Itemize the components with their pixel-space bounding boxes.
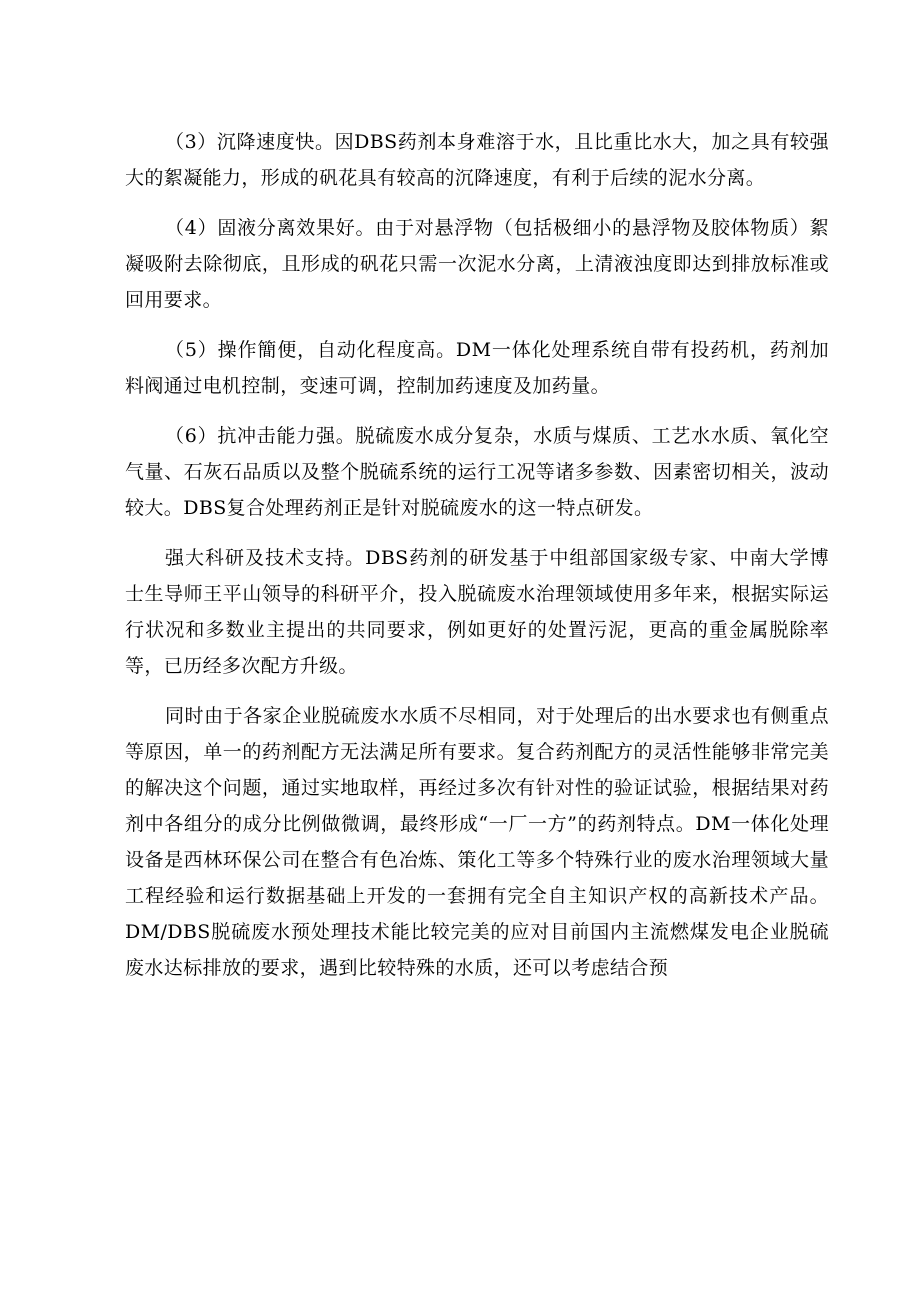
paragraph-gap	[125, 404, 829, 418]
paragraph-3-settling-speed: （3）沉降速度快。因DBS药剂本身难溶于水，且比重比水大，加之具有较强大的絮凝能力，形成的矾花具有较高的沉降速度，有利于后续的泥水分离。	[125, 131, 829, 189]
paragraph-gap	[125, 684, 829, 698]
paragraph-6-impact-resistance: （6）抗冲击能力强。脱硫废水成分复杂，水质与煤质、工艺水水质、氧化空气量、石灰石品质以及整个脱硫系统的运行工况等诸多参数、因素密切相关，波动较大。DBS复合处理药剂正是针对脱硫废水的这一特点研发。	[125, 425, 829, 519]
paragraph-5-easy-operation: （5）操作簡便，自动化程度高。DM一体化处理系统自带有投药机，药剂加料阀通过电机控制，变速可调，控制加药速度及加药量。	[125, 339, 829, 397]
paragraph-research-support: 强大科研及技术支持。DBS药剂的研发基于中组部国家级专家、中南大学博士生导师王平山领导的科研平介，投入脱硫废水治理领域使用多年来，根据实际运行状况和多数业主提出的共同要求，例如更好的处置污泥，更高的重金属脱除率等，已历经多次配方升级。	[125, 547, 829, 677]
paragraph-formula-flexibility: 同时由于各家企业脱硫废水水质不尽相同，对于处理后的出水要求也有侧重点等原因，单一的药剂配方无法满足所有要求。复合药剂配方的灵活性能够非常完美的解决这个问题，通过实地取样，再经过多次有针对性的验证试验，根据结果对药剂中各组分的成分比例做微调，最终形成“一厂一方”的药剂特点。DM一体化处理设备是西林环保公司在整合有色冶炼、策化工等多个特殊行业的废水治理领域大量工程经验和运行数据基础上开发的一套拥有完全自主知识产权的高新技术产品。DM/DBS脱硫废水预处理技术能比较完美的应对目前国内主流燃煤发电企业脱硫废水达标排放的要求，遇到比较特殊的水质，还可以考虑结合预	[125, 705, 829, 979]
paragraph-gap	[125, 318, 829, 332]
paragraph-4-solid-liquid-separation: （4）固液分离效果好。由于对悬浮物（包括极细小的悬浮物及胶体物质）絮凝吸附去除彻底，且形成的矾花只需一次泥水分离，上清液浊度即达到排放标准或回用要求。	[125, 217, 829, 311]
paragraph-gap	[125, 526, 829, 540]
document-body	[125, 124, 829, 986]
paragraph-gap	[125, 196, 829, 210]
